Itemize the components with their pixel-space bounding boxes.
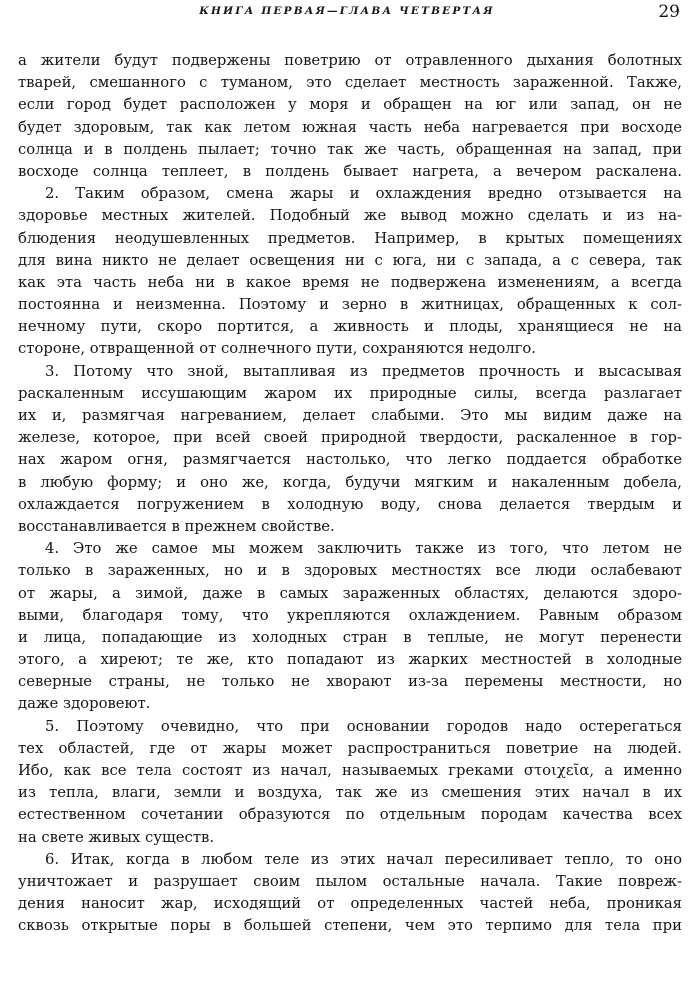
- text-line: уничтожает и разрушает своим пылом остальные начала. Такие повреж-: [18, 872, 682, 890]
- body-text: [18, 50, 682, 938]
- text-line: в любую форму; и оно же, когда, будучи мягким и накаленным добела,: [18, 473, 682, 491]
- text-line: северные страны, не только не хворают из-за перемены местности, но: [18, 673, 682, 691]
- text-line: 6. Итак, когда в любом теле из этих начал пересиливает тепло, то оно: [45, 850, 682, 868]
- text-line: тварей, смешанного с туманом, это сделает местность зараженной. Также,: [18, 74, 682, 92]
- text-line: от жары, а зимой, даже в самых зараженных областях, делаются здоро-: [18, 584, 682, 602]
- text-line: выми, благодаря тому, что укрепляются охлаждением. Равным образом: [18, 606, 682, 624]
- text-line: постоянна и неизменна. Поэтому и зерно в житницах, обращенных к сол-: [18, 296, 682, 314]
- running-title: КНИГА ПЕРВАЯ—ГЛАВА ЧЕТВЕРТАЯ: [199, 5, 495, 17]
- paragraph: [18, 361, 682, 539]
- text-line: если город будет расположен у моря и обращен на юг или запад, он не: [18, 96, 682, 114]
- text-line: даже здоровеют.: [18, 695, 151, 713]
- text-line: восходе солнца теплеет, в полдень бывает нагрета, а вечером раскалена.: [18, 162, 682, 180]
- paragraph: [18, 716, 682, 849]
- text-line: и лица, попадающие из холодных стран в теплые, не могут перенести: [18, 628, 682, 646]
- text-line: нах жаром огня, размягчается настолько, что легко поддается обработке: [18, 451, 682, 469]
- text-line: из тепла, влаги, земли и воздуха, так же из смешения этих начал в их: [18, 784, 682, 802]
- text-line: этого, а хиреют; те же, кто попадают из жарких местностей в холодные: [18, 651, 682, 669]
- text-line: охлаждается погружением в холодную воду, снова делается твердым и: [18, 495, 682, 513]
- page-header: [0, 0, 694, 34]
- text-line: только в зараженных, но и в здоровых местностях все люди ослабевают: [18, 562, 682, 580]
- text-line: для вина никто не делает освещения ни с юга, ни с запада, а с севера, так: [18, 251, 682, 269]
- text-line: как эта часть неба ни в какое время не подвержена изменениям, а всегда: [18, 273, 682, 291]
- paragraph: [18, 50, 682, 183]
- text-line: тех областей, где от жары может распространиться поветрие на людей.: [18, 739, 682, 757]
- text-line: а жители будут подвержены поветрию от отравленного дыхания болотных: [18, 52, 682, 69]
- text-line: солнца и в полдень пылает; точно так же часть, обращенная на запад, при: [18, 140, 682, 158]
- text-line: 5. Поэтому очевидно, что при основании городов надо остерегаться: [45, 717, 682, 735]
- text-line: 2. Таким образом, смена жары и охлаждения вредно отзывается на: [45, 185, 682, 203]
- paragraph: [18, 538, 682, 716]
- text-line: 4. Это же самое мы можем заключить также из того, что летом не: [45, 540, 682, 558]
- text-line: стороне, отвращенной от солнечного пути, сохраняются недолго.: [18, 340, 536, 358]
- text-line: блюдения неодушевленных предметов. Например, в крытых помещениях: [18, 229, 682, 247]
- paragraph: [18, 183, 682, 361]
- text-line: их и, размягчая нагреванием, делает слабыми. Это мы видим даже на: [18, 407, 682, 424]
- text-line: железе, которое, при всей своей природной твердости, раскаленное в гор-: [18, 429, 682, 447]
- text-line: восстанавливается в прежнем свойстве.: [18, 517, 335, 535]
- text-line: на свете живых существ.: [18, 828, 215, 846]
- page-number: 29: [658, 2, 680, 22]
- text-line: раскаленным иссушающим жаром их природные силы, всегда разлагает: [18, 384, 682, 402]
- text-line: будет здоровым, так как летом южная часть неба нагревается при восходе: [18, 118, 682, 136]
- text-line: сквозь открытые поры в большей степени, чем это терпимо для тела при: [18, 917, 682, 935]
- text-line: здоровье местных жителей. Подобный же вывод можно сделать и из на-: [18, 207, 682, 225]
- paragraph: [18, 849, 682, 938]
- text-line: нечному пути, скоро портится, а живность и плоды, хранящиеся не на: [18, 318, 682, 336]
- text-line: Ибо, как все тела состоят из начал, называемых греками στοιχεῖα, а именно: [18, 762, 682, 779]
- text-line: естественном сочетании образуются по отдельным породам качества всех: [18, 806, 682, 824]
- text-line: 3. Потому что зной, вытапливая из предметов прочность и высасывая: [45, 362, 682, 380]
- text-line: дения наносит жар, исходящий от определенных частей неба, проникая: [18, 895, 682, 913]
